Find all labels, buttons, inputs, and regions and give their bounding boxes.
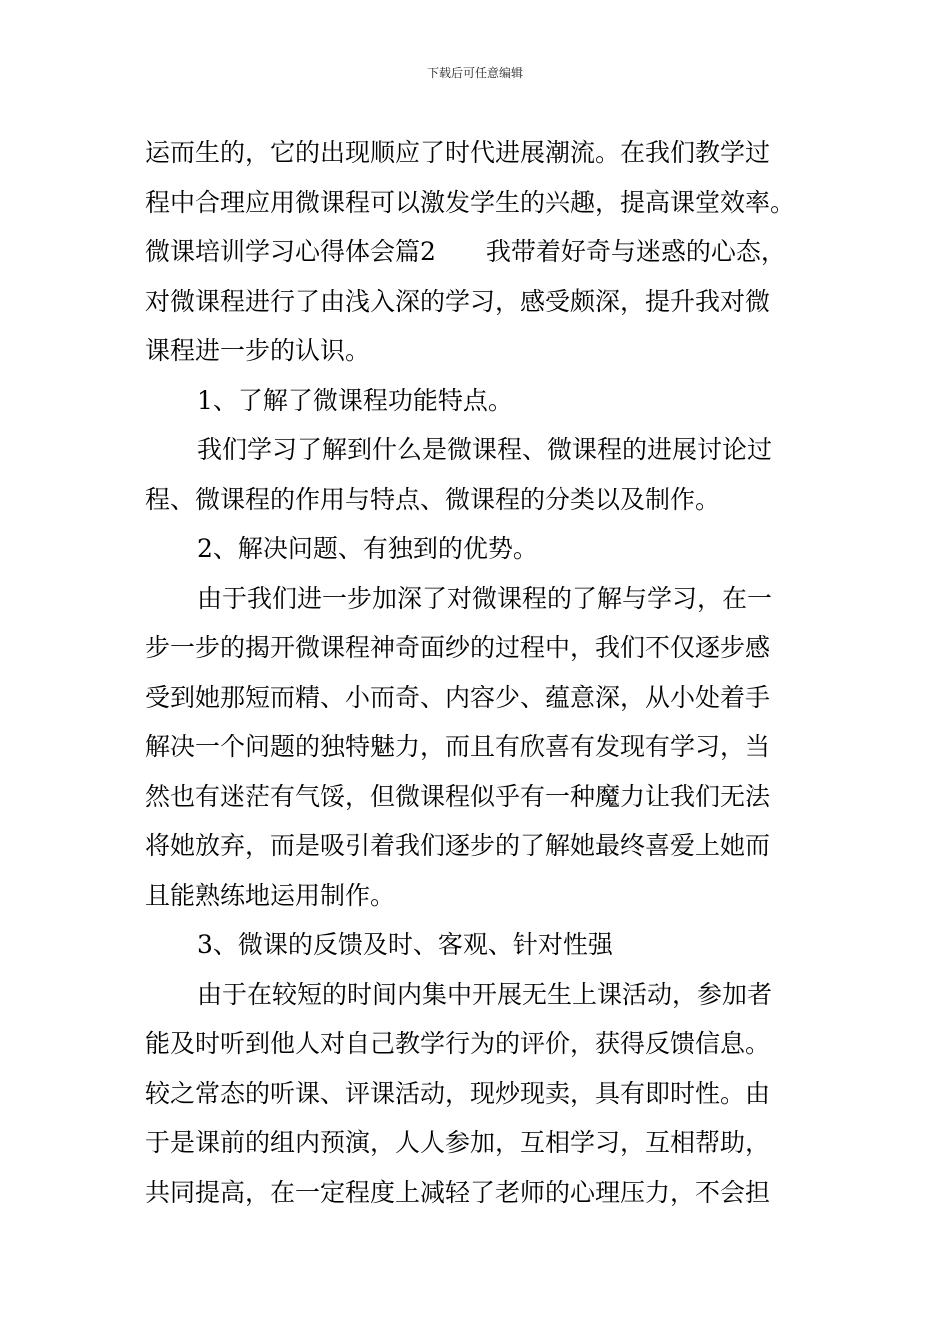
text-line: 然也有迷茫有气馁，但微课程似乎有一种魔力让我们无法: [145, 781, 771, 811]
text-line: 程中合理应用微课程可以激发学生的兴趣，提高课堂效率。: [145, 187, 796, 217]
text-line: 共同提高，在一定程度上减轻了老师的心理压力，不会担: [145, 1177, 771, 1207]
text-line-with-heading: [145, 227, 810, 277]
text-line: 程、微课程的作用与特点、微课程的分类以及制作。: [145, 484, 721, 514]
text-line: 解决一个问题的独特魅力，而且有欣喜有发现有学习，当: [145, 732, 771, 761]
section-heading: 微课培训学习心得体会篇2: [145, 237, 436, 266]
text-line: 于是课前的组内预演，人人参加，互相学习，互相帮助，: [145, 1128, 771, 1157]
text-line: 对微课程进行了由浅入深的学习，感受颇深，提升我对微: [145, 286, 771, 316]
list-item-heading: 2、解决问题、有独到的优势。: [197, 534, 538, 563]
text-line: 我们学习了解到什么是微课程、微课程的进展讨论过: [197, 435, 773, 464]
text-line: 由于我们进一步加深了对微课程的了解与学习，在一: [197, 583, 773, 613]
list-item-heading: 3、微课的反馈及时、客观、针对性强: [197, 930, 613, 959]
document-body: [145, 128, 810, 1217]
text-line: 运而生的，它的出现顺应了时代进展潮流。在我们教学过: [145, 138, 771, 167]
text-line: 将她放弃，而是吸引着我们逐步的了解她最终喜爱上她而: [145, 831, 771, 860]
text-line: 步一步的揭开微课程神奇面纱的过程中，我们不仅逐步感: [145, 633, 771, 662]
text-line: 受到她那短而精、小而奇、内容少、蕴意深，从小处着手: [145, 682, 771, 712]
text-line: 我带着好奇与迷惑的心态，: [485, 237, 786, 266]
page-header: 下载后可任意编辑: [426, 66, 523, 80]
text-line: 能及时听到他人对自己教学行为的评价，获得反馈信息。: [145, 1029, 771, 1058]
list-item-heading: 1、了解了微课程功能特点。: [197, 385, 513, 415]
text-line: 由于在较短的时间内集中开展无生上课活动，参加者: [197, 979, 773, 1009]
text-line: 课程进一步的认识。: [145, 336, 371, 365]
text-line: 较之常态的听课、评课活动，现炒现卖，具有即时性。由: [145, 1078, 771, 1108]
text-line: 且能熟练地运用制作。: [145, 880, 396, 910]
